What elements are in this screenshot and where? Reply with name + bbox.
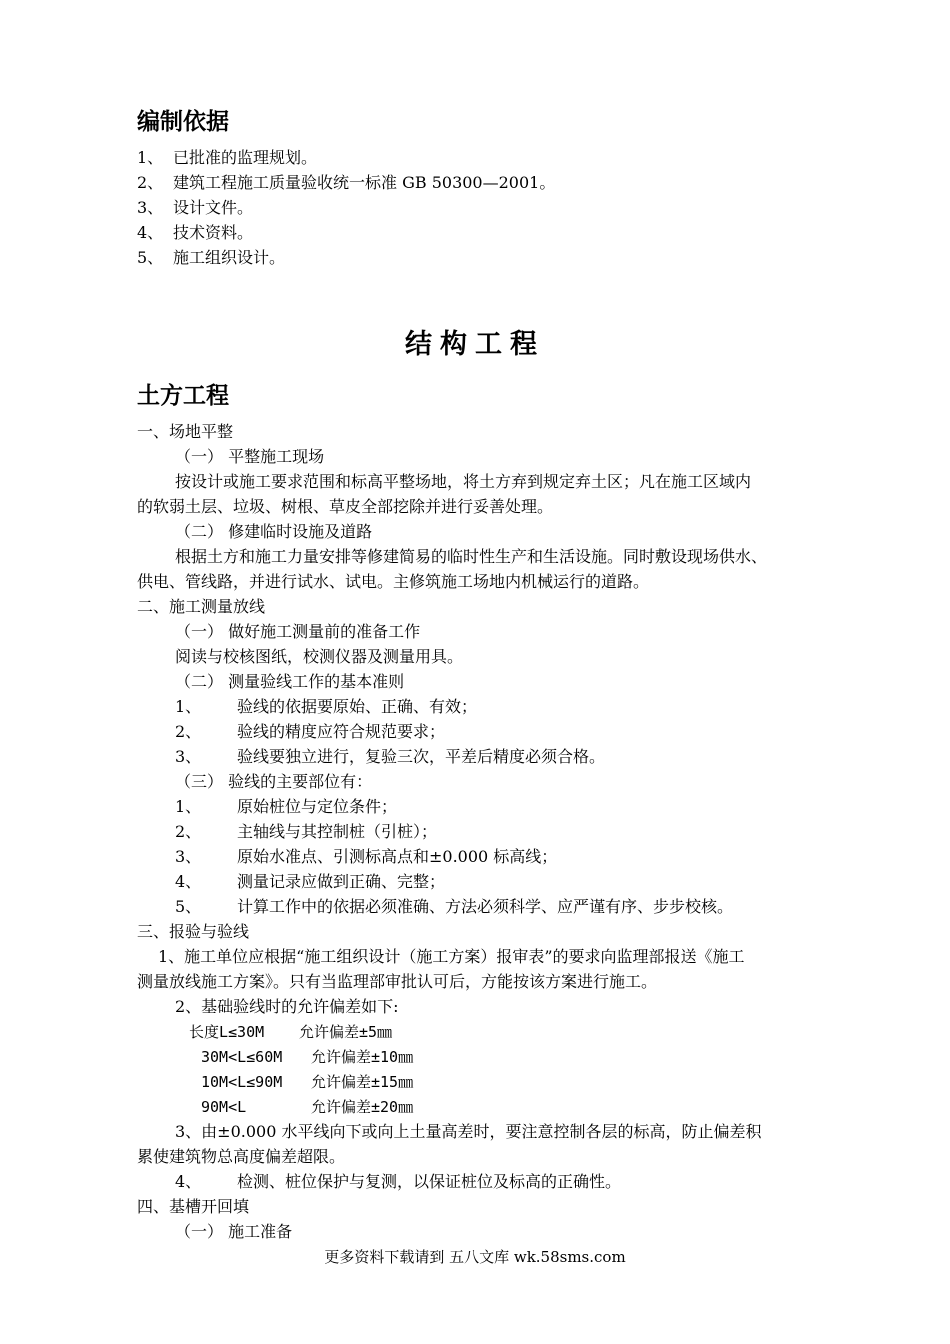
deviation-row: 10M<L≤90M 允许偏差±15㎜ [201, 1073, 414, 1091]
deviation-row: 90M<L 允许偏差±20㎜ [201, 1098, 414, 1116]
list-item: 3、 设计文件。 [137, 198, 254, 217]
list-item: 1、 已批准的监理规划。 [137, 148, 318, 167]
footer-text: 更多资料下载请到 五八文库 wk.58sms.com [324, 1248, 626, 1266]
paragraph-line: 累使建筑物总高度偏差超限。 [137, 1147, 346, 1166]
section-title-basis: 编制依据 [137, 109, 229, 135]
heading-survey: 二、施工测量放线 [137, 597, 266, 616]
list-item: 3、 原始水准点、引测标高点和±0.000 标高线； [175, 847, 558, 866]
list-item: 3、 验线要独立进行，复验三次，平差后精度必须合格。 [175, 747, 606, 766]
list-item: 2、 建筑工程施工质量验收统一标准 GB 50300—2001。 [137, 173, 556, 192]
paragraph-line: 测量放线施工方案》。只有当监理部审批认可后，方能按该方案进行施工。 [137, 972, 658, 991]
list-item: 4、 测量记录应做到正确、完整； [175, 872, 446, 891]
list-item: 4、 技术资料。 [137, 223, 254, 242]
chapter-title: 结构工程 [405, 329, 545, 360]
heading-trench: 四、基槽开回填 [137, 1197, 250, 1216]
list-item: 5、 施工组织设计。 [137, 248, 286, 267]
subheading: （一） 施工准备 [175, 1222, 293, 1241]
list-item: 1、 验线的依据要原始、正确、有效； [175, 697, 478, 716]
paragraph-line: 的软弱土层、垃圾、树根、草皮全部挖除并进行妥善处理。 [137, 497, 554, 516]
paragraph-line: 2、基础验线时的允许偏差如下: [175, 997, 399, 1016]
list-item: 5、 计算工作中的依据必须准确、方法必须科学、应严谨有序、步步校核。 [175, 897, 734, 916]
paragraph-line: 根据土方和施工力量安排等修建简易的临时性生产和生活设施。同时敷设现场供水、 [175, 547, 768, 566]
deviation-row: 30M<L≤60M 允许偏差±10㎜ [201, 1048, 414, 1066]
paragraph-line: 阅读与校核图纸，校测仪器及测量用具。 [175, 647, 464, 666]
list-item: 4、 检测、桩位保护与复测，以保证桩位及标高的正确性。 [175, 1172, 622, 1191]
paragraph-line: 供电、管线路，并进行试水、试电。主修筑施工场地内机械运行的道路。 [137, 572, 650, 591]
list-item: 2、 主轴线与其控制桩（引桩）； [175, 822, 438, 841]
list-item: 2、 验线的精度应符合规范要求； [175, 722, 446, 741]
subheading: （三） 验线的主要部位有： [175, 772, 373, 791]
subheading: （二） 修建临时设施及道路 [175, 522, 373, 541]
subheading: （二） 测量验线工作的基本准则 [175, 672, 405, 691]
subheading: （一） 做好施工测量前的准备工作 [175, 622, 421, 641]
subheading: （一） 平整施工现场 [175, 447, 325, 466]
paragraph-line: 按设计或施工要求范围和标高平整场地，将土方弃到规定弃土区；凡在施工区域内 [175, 472, 752, 491]
heading-inspection: 三、报验与验线 [137, 922, 250, 941]
paragraph-line: 3、由±0.000 水平线向下或向上土量高差时，要注意控制各层的标高，防止偏差积 [175, 1122, 762, 1141]
section-title-earthwork: 土方工程 [137, 383, 229, 409]
deviation-row: 长度L≤30M 允许偏差±5㎜ [189, 1023, 393, 1041]
heading-site-leveling: 一、场地平整 [137, 422, 234, 441]
list-item: 1、 原始桩位与定位条件； [175, 797, 398, 816]
paragraph-line: 1、施工单位应根据“施工组织设计（施工方案）报审表”的要求向监理部报送《施工 [158, 947, 745, 966]
